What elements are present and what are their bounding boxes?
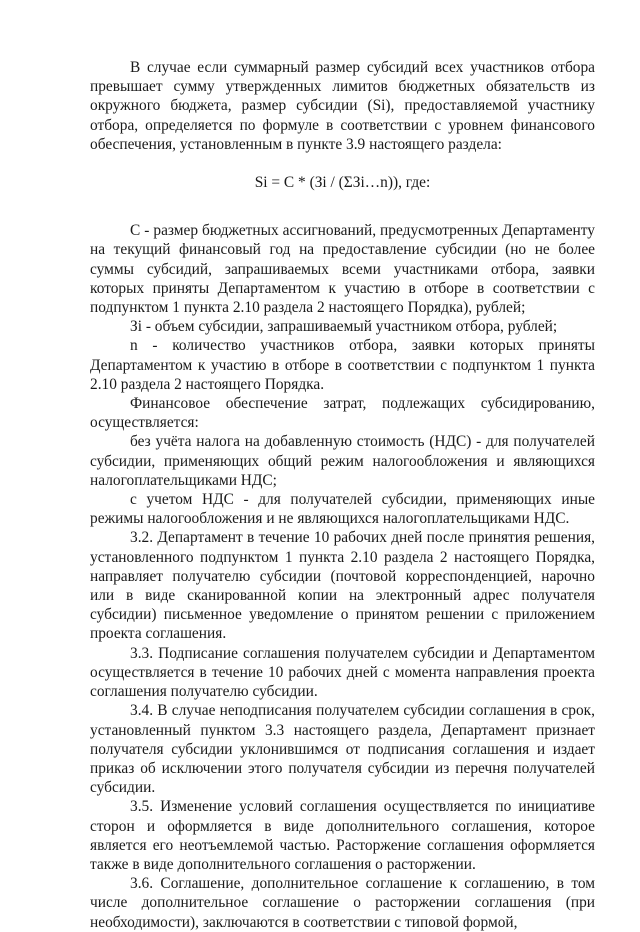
paragraph-without-vat: без учёта налога на добавленную стоимость (НДС) - для получателей субсидии, применяющих общий режим налогообложения и являющихся налогоплательщиками НДС;	[90, 433, 595, 489]
document-body	[90, 58, 595, 932]
paragraph-3-3: 3.3. Подписание соглашения получателем субсидии и Департаментом осуществляется в течение 10 рабочих дней с момента направления проекта соглашения получателю субсидии.	[90, 644, 595, 701]
formula: Si = C * (Зi / (ΣЗi…n)), где:	[254, 174, 431, 192]
paragraph-with-vat: с учетом НДС - для получателей субсидии, применяющих иные режимы налогообложения и не являющихся налогоплательщиками НДС.	[90, 491, 595, 528]
paragraph-financing: Финансовое обеспечение затрат, подлежащих субсидированию, осуществляется:	[90, 395, 595, 432]
paragraph-zi-definition: Зi - объем субсидии, запрашиваемый участником отбора, рублей;	[130, 318, 558, 336]
paragraph-3-2: 3.2. Департамент в течение 10 рабочих дней после принятия решения, установленного подпунктом 1 пункта 2.10 раздела 2 настоящего Порядка, направляет получателю субсидии (почтовой корреспонденцией, нарочно или в виде сканированной копии на электронный адрес получателя субсидии) письменное уведомление о принятом решении с приложением проекта соглашения.	[90, 529, 595, 643]
paragraph-3-4: 3.4. В случае неподписания получателем субсидии соглашения в срок, установленный пунктом 3.3 настоящего раздела, Департамент признает получателя субсидии уклонившимся от подписания соглашения и издает приказ об исключении этого получателя субсидии из перечня получателей субсидии.	[90, 702, 595, 797]
paragraph-3-5: 3.5. Изменение условий соглашения осуществляется по инициативе сторон и оформляется в виде дополнительного соглашения, которое является его неотъемлемой частью. Расторжение соглашения оформляется также в виде дополнительного соглашения о расторжении.	[90, 798, 595, 873]
paragraph-n-definition: n - количество участников отбора, заявки которых приняты Департаментом к участию в отборе в соответствии с подпунктом 1 пункта 2.10 раздела 2 настоящего Порядка.	[90, 337, 595, 393]
paragraph-intro: В случае если суммарный размер субсидий всех участников отбора превышает сумму утвержденных лимитов бюджетных обязательств из окружного бюджета, размер субсидии (Si), предоставляемой участнику отбора, определяется по формуле в соответствии с уровнем финансового обеспечения, установленным в пункте 3.9 настоящего раздела:	[90, 59, 595, 153]
paragraph-c-definition: С - размер бюджетных ассигнований, предусмотренных Департаменту на текущий финансовый год на предоставление субсидии (но не более суммы субсидий, запрашиваемых всеми участниками отбора, заявки которых приняты Департаментом к участию в отборе в соответствии с подпунктом 1 пункта 2.10 раздела 2 настоящего Порядка), рублей;	[90, 222, 595, 317]
paragraph-3-6: 3.6. Соглашение, дополнительное соглашение к соглашению, в том числе дополнительное соглашение о расторжении соглашения (при необходимости), заключаются в соответствии с типовой формой,	[90, 875, 595, 931]
